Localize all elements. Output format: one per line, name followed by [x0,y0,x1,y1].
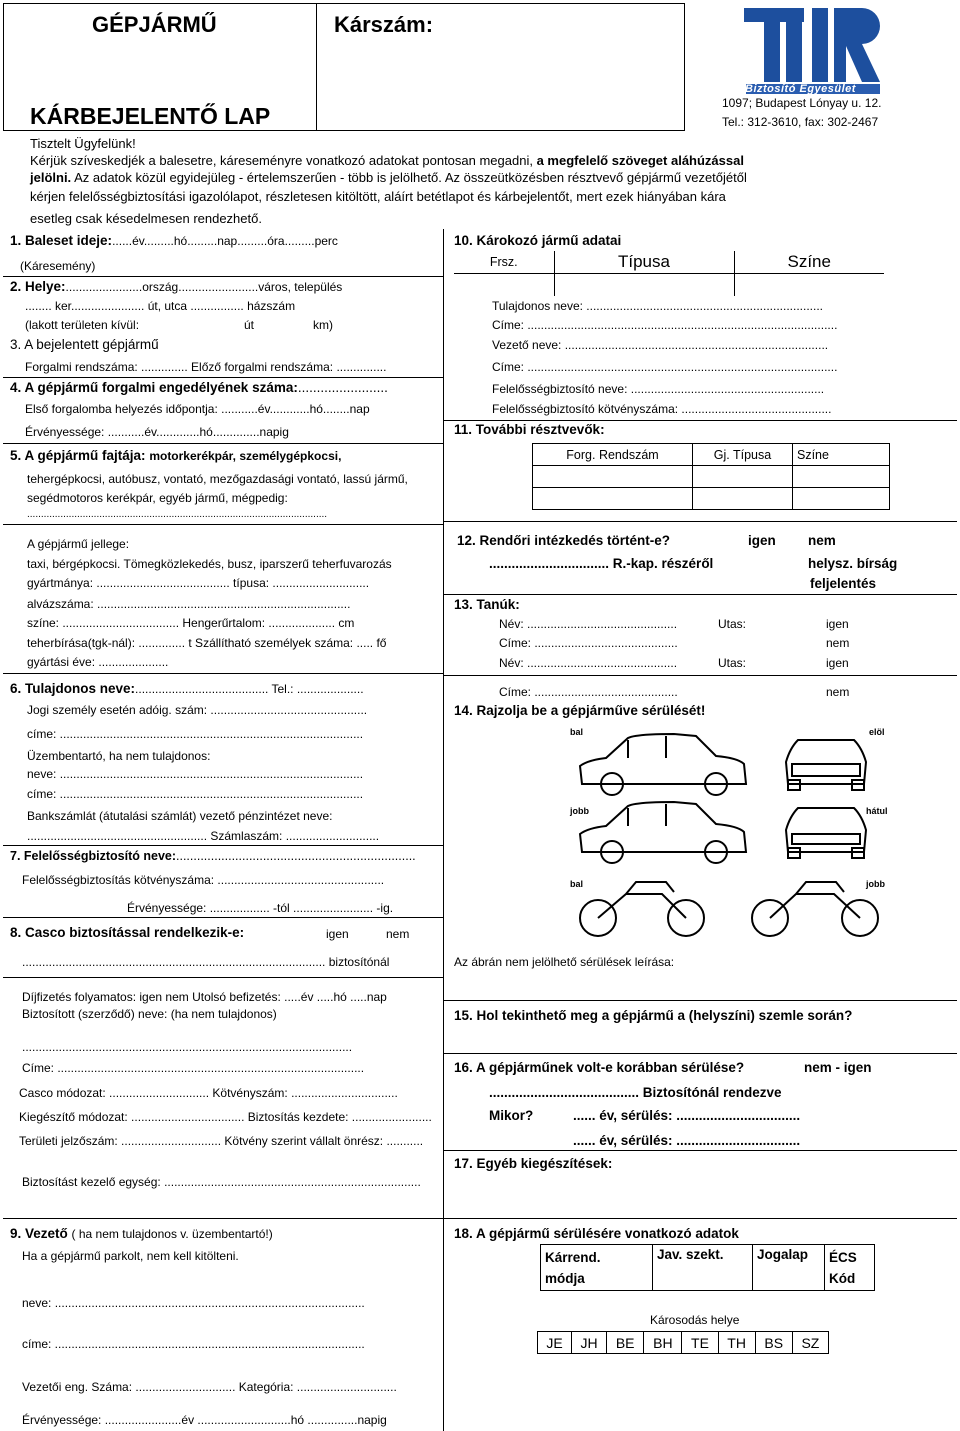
divider [443,675,957,676]
logo-subtitle: Biztosító Egyesület [745,83,856,95]
cell[interactable] [793,488,890,510]
section-10-line-2: Címe: ............................................................................................. [492,318,838,332]
divider [3,524,443,525]
jelleg-label: A gépjármű jellege: [27,537,130,551]
section-3-line-1: Forgalmi rendszáma: .............. Előző forgalmi rendszáma: ............... [25,360,387,374]
column-divider [443,229,444,1431]
intro-line-2: jelölni. Az adatok közül egyidejüleg - értelemszerűen - több is jelölhető. Az összeütközésben résztvevő gépjármű vezetőjétől [30,170,747,185]
section-8-line-4: ................................................................................................... [22,1040,353,1054]
col-jogalap: Jogalap [753,1245,825,1291]
witness-1-name: Név: ............................................. [499,617,678,631]
witness-1-utas: Utas: [718,617,747,631]
section-13: 13. Tanúk: [454,597,520,612]
section-4-line-1: Első forgalomba helyezés időpontja: ...........év............hó........nap [25,402,370,416]
intro-line-1: Kérjük szíveskedjék a balesetre, káreseményre vonatkozó adatokat pontosan megadni, a megfelelő szöveget aláhúzással [30,153,744,168]
section-7-line-2: Érvényessége: .................. -tól ........................ -ig. [127,901,394,915]
section-9: 9. Vezető ( ha nem tulajdonos v. üzembentartó!) [10,1226,273,1241]
damage-location-table [537,1331,829,1354]
section-12-line-1: ................................ R.-kap. részéről [489,556,714,571]
section-10-line-5: Felelősségbiztosító neve: .......................................................... [492,382,825,396]
col-tipusa: Típusa [554,251,734,273]
code-th[interactable]: TH [718,1332,755,1354]
divider [443,594,957,595]
gyartmanya: gyártmánya: ........................................ típusa: ............................. [27,576,370,590]
section-14: 14. Rajzolja be a gépjárműve sérülését! [454,703,706,718]
phone: Tel.: 312-3610, fax: 302-2467 [722,115,879,129]
witness-2-address: Címe: ........................................... [499,685,678,699]
section-10-line-1: Tulajdonos neve: ....................................................................... [492,299,823,313]
code-bh[interactable]: BH [644,1332,682,1354]
section-5-line-2: segédmotoros kerékpár, egyéb jármű, mégpedig: [27,491,288,505]
section-10-line-3: Vezető neve: ............................................................................... [492,338,829,352]
divider [3,845,443,846]
section-16-line-3: ...... év, sérülés: ................................. [573,1133,801,1148]
section-4-line-2: Érvényessége: ...........év.............hó..............napig [25,425,289,439]
cell[interactable] [693,488,793,510]
diagram-label-jobb-1: jobb [570,806,589,816]
section-9-line-5: Érvényessége: .......................év ............................hó ...............napig [22,1413,387,1427]
section-8-igen: igen [326,927,349,941]
divider [3,917,443,918]
diagram-label-elol: elöl [869,727,885,737]
col-ecs: ÉCS Kód [825,1245,875,1291]
section-12-helysz: helysz. bírság [808,556,898,571]
section-17: 17. Egyéb kiegészítések: [454,1156,613,1171]
karosodas-helye: Károsodás helye [650,1313,740,1327]
divider [3,673,443,674]
section-12-igen: igen [748,533,776,548]
diagram-label-hatul: hátul [866,806,888,816]
section-6-line-2: címe: ........................................................................................... [27,727,364,741]
section-16-line-1: ........................................ Biztosítónál rendezve [489,1085,782,1100]
jelleg-line-1: taxi, bérgépkocsi. Tömegközlekedés, busz, iparszerű teherfuvarozás [27,557,392,571]
section-18: 18. A gépjármű sérülésére vonatkozó adatok [454,1226,739,1241]
header-divider [316,3,317,131]
section-10-line-4: Címe: ............................................................................................. [492,360,838,374]
col-szine: Színe [793,444,890,466]
witness-2-utas: Utas: [718,656,747,670]
section-8-line-2: Díjfizetés folyamatos: igen nem Utolsó befizetés: .....év .....hó .....nap [22,990,387,1004]
cell[interactable] [793,466,890,488]
col-forg-rendszam: Forg. Rendszám [533,444,693,466]
teherbiras: teherbírása(tgk-nál): .............. t Szállítható személyek száma: ..... fő [27,636,387,650]
gyartasi-ev: gyártási éve: ..................... [27,655,169,669]
page-title: KÁRBEJELENTŐ LAP [30,103,271,129]
title-karszam: Kárszám: [334,12,434,37]
code-je[interactable]: JE [538,1332,572,1354]
section-8-line-3: Biztosított (szerződő) neve: (ha nem tulajdonos) [22,1007,277,1021]
divider [443,1000,957,1001]
section-8-line-1: ........................................................................................... biztosítónál [22,955,390,969]
divider [3,443,443,444]
section-6-line-1: Jogi személy esetén adóig. szám: ............................................... [27,703,368,717]
code-sz[interactable]: SZ [792,1332,828,1354]
code-te[interactable]: TE [682,1332,718,1354]
section-5-line-1: tehergépkocsi, autóbusz, vontató, mezőgazdasági vontató, lassú jármű, [27,472,408,486]
section-8-line-5: Címe: ............................................................................................ [22,1061,365,1075]
intro-line-4: esetleg csak késedelmesen rendezhető. [30,211,262,226]
divider [443,420,957,421]
cell[interactable] [533,466,693,488]
diagram-label-bal-2: bal [570,879,584,889]
section-5-line-3: ............................................................................................................ [27,509,328,520]
section-2-line-3b: út [244,318,255,332]
section-12-nem: nem [808,533,836,548]
section-5: 5. A gépjármű fajtája: motorkerékpár, személygépkocsi, [10,448,342,463]
divider [443,1053,957,1054]
bottom-divider [3,1218,957,1219]
code-bs[interactable]: BS [755,1332,792,1354]
col-karrend: Kárrend. módja [541,1245,653,1291]
section-16: 16. A gépjárműnek volt-e korábban sérülése? [454,1060,745,1075]
code-jh[interactable]: JH [572,1332,607,1354]
section-8-line-9: Biztosítást kezelő egység: ............................................................................. [22,1175,421,1189]
section-11: 11. További résztvevők: [454,422,605,437]
vehicle-damage-diagram[interactable] [566,722,896,940]
section-8-line-6: Casco módozat: .............................. Kötvényszám: ................................ [19,1086,398,1100]
intro-line-3: kérjen felelősségbiztosítási igazolólapot, részletesen kitöltött, aláírt betétlapot és kárbejelentőt, mert ezek hiányában kára [30,189,726,204]
section-15: 15. Hol tekinthető meg a gépjármű a (helyszíni) szemle során? [454,1008,853,1023]
witness-1-address: Címe: ........................................... [499,636,678,650]
section-9-line-4: Vezetői eng. Száma: .............................. Kategória: .............................. [22,1380,397,1394]
section-10-line-6: Felelősségbiztosító kötvényszáma: ............................................. [492,402,832,416]
szine: színe: ................................... Hengerűrtalom: .................... cm [27,616,355,630]
greeting: Tisztelt Ügyfelünk! [30,136,136,151]
witness-2-name: Név: ............................................. [499,656,678,670]
section-9-line-1: Ha a gépjármű parkolt, nem kell kitölteni. [22,1249,239,1263]
cell[interactable] [454,273,554,296]
divider [443,1150,957,1151]
col-gj-tipusa: Gj. Típusa [693,444,793,466]
section-11-table [532,443,890,510]
section-2-line-3a: (lakott területen kívül: [25,318,140,332]
section-1: 1. Baleset ideje:......év.........hó.........nap.........óra.........perc [10,233,338,248]
section-12: 12. Rendőri intézkedés történt-e? [457,533,671,548]
section-8: 8. Casco biztosítással rendelkezik-e: [10,925,245,940]
section-6-line-6: Bankszámlát (átutalási számlát) vezető pénzintézet neve: [27,809,333,823]
section-2-line-3c: km) [313,318,333,332]
code-be[interactable]: BE [607,1332,644,1354]
col-jav-szekt: Jav. szekt. [653,1245,753,1291]
section-12-feljelentes: feljelentés [810,576,877,591]
divider [3,377,443,378]
divider [3,276,443,277]
section-14-description: Az ábrán nem jelölhető sérülések leírása: [454,955,675,969]
section-2-line-2: ........ ker...................... út, utca ................ házszám [25,299,296,313]
section-16-line-2: ...... év, sérülés: ................................. [573,1108,801,1123]
section-1-sub: (Káresemény) [20,259,96,273]
section-6-line-5: címe: ........................................................................................... [27,787,364,801]
witness-1-nem: nem [826,636,850,650]
section-7: 7. Felelősségbiztosító neve:..................................................................... [10,849,416,863]
diagram-label-bal-1: bal [570,727,584,737]
diagram-label-jobb-2: jobb [866,879,885,889]
section-6: 6. Tulajdonos neve:........................................ Tel.: .................... [10,681,364,696]
alvazszama: alvázszáma: ............................................................................ [27,597,351,611]
section-16-mikor: Mikor? [489,1108,534,1123]
section-6-line-3: Üzembentartó, ha nem tulajdonos: [27,749,211,763]
witness-1-igen: igen [826,617,849,631]
section-4: 4. A gépjármű forgalmi engedélyének száma:........................ [10,380,388,395]
cell[interactable] [734,273,884,296]
title-gepjarmu: GÉPJÁRMŰ [92,12,217,37]
col-szine: Színe [734,251,884,273]
section-8-nem: nem [386,927,410,941]
section-8-line-7: Kiegészítő módozat: .................................. Biztosítás kezdete: ........................ [19,1110,432,1124]
section-2: 2. Helye:.......................ország........................város, település [10,279,343,294]
address: 1097; Budapest Lónyay u. 12. [722,96,882,110]
witness-2-igen: igen [826,656,849,670]
cell[interactable] [554,273,734,296]
section-10: 10. Károkozó jármű adatai [454,233,622,248]
section-6-line-4: neve: ........................................................................................... [27,767,364,781]
section-7-line-1: Felelősségbiztosítás kötvényszáma: .................................................. [22,873,385,887]
section-18-table [540,1244,875,1291]
cell[interactable] [693,466,793,488]
section-8-line-8: Területi jelzőszám: .............................. Kötvény szerint vállalt önrész: ........... [19,1134,424,1148]
section-9-line-2: neve: ............................................................................................. [22,1296,365,1310]
divider [3,977,443,978]
section-10-table [454,251,884,296]
divider [443,521,957,522]
section-3: 3. A bejelentett gépjármű [10,337,159,352]
section-6-line-7: ...................................................... Számlaszám: ............................ [27,829,380,843]
witness-2-nem: nem [826,685,850,699]
section-9-line-3: címe: ............................................................................................. [22,1337,365,1351]
col-frsz: Frsz. [454,251,554,273]
section-16-answer: nem - igen [804,1060,872,1075]
cell[interactable] [533,488,693,510]
